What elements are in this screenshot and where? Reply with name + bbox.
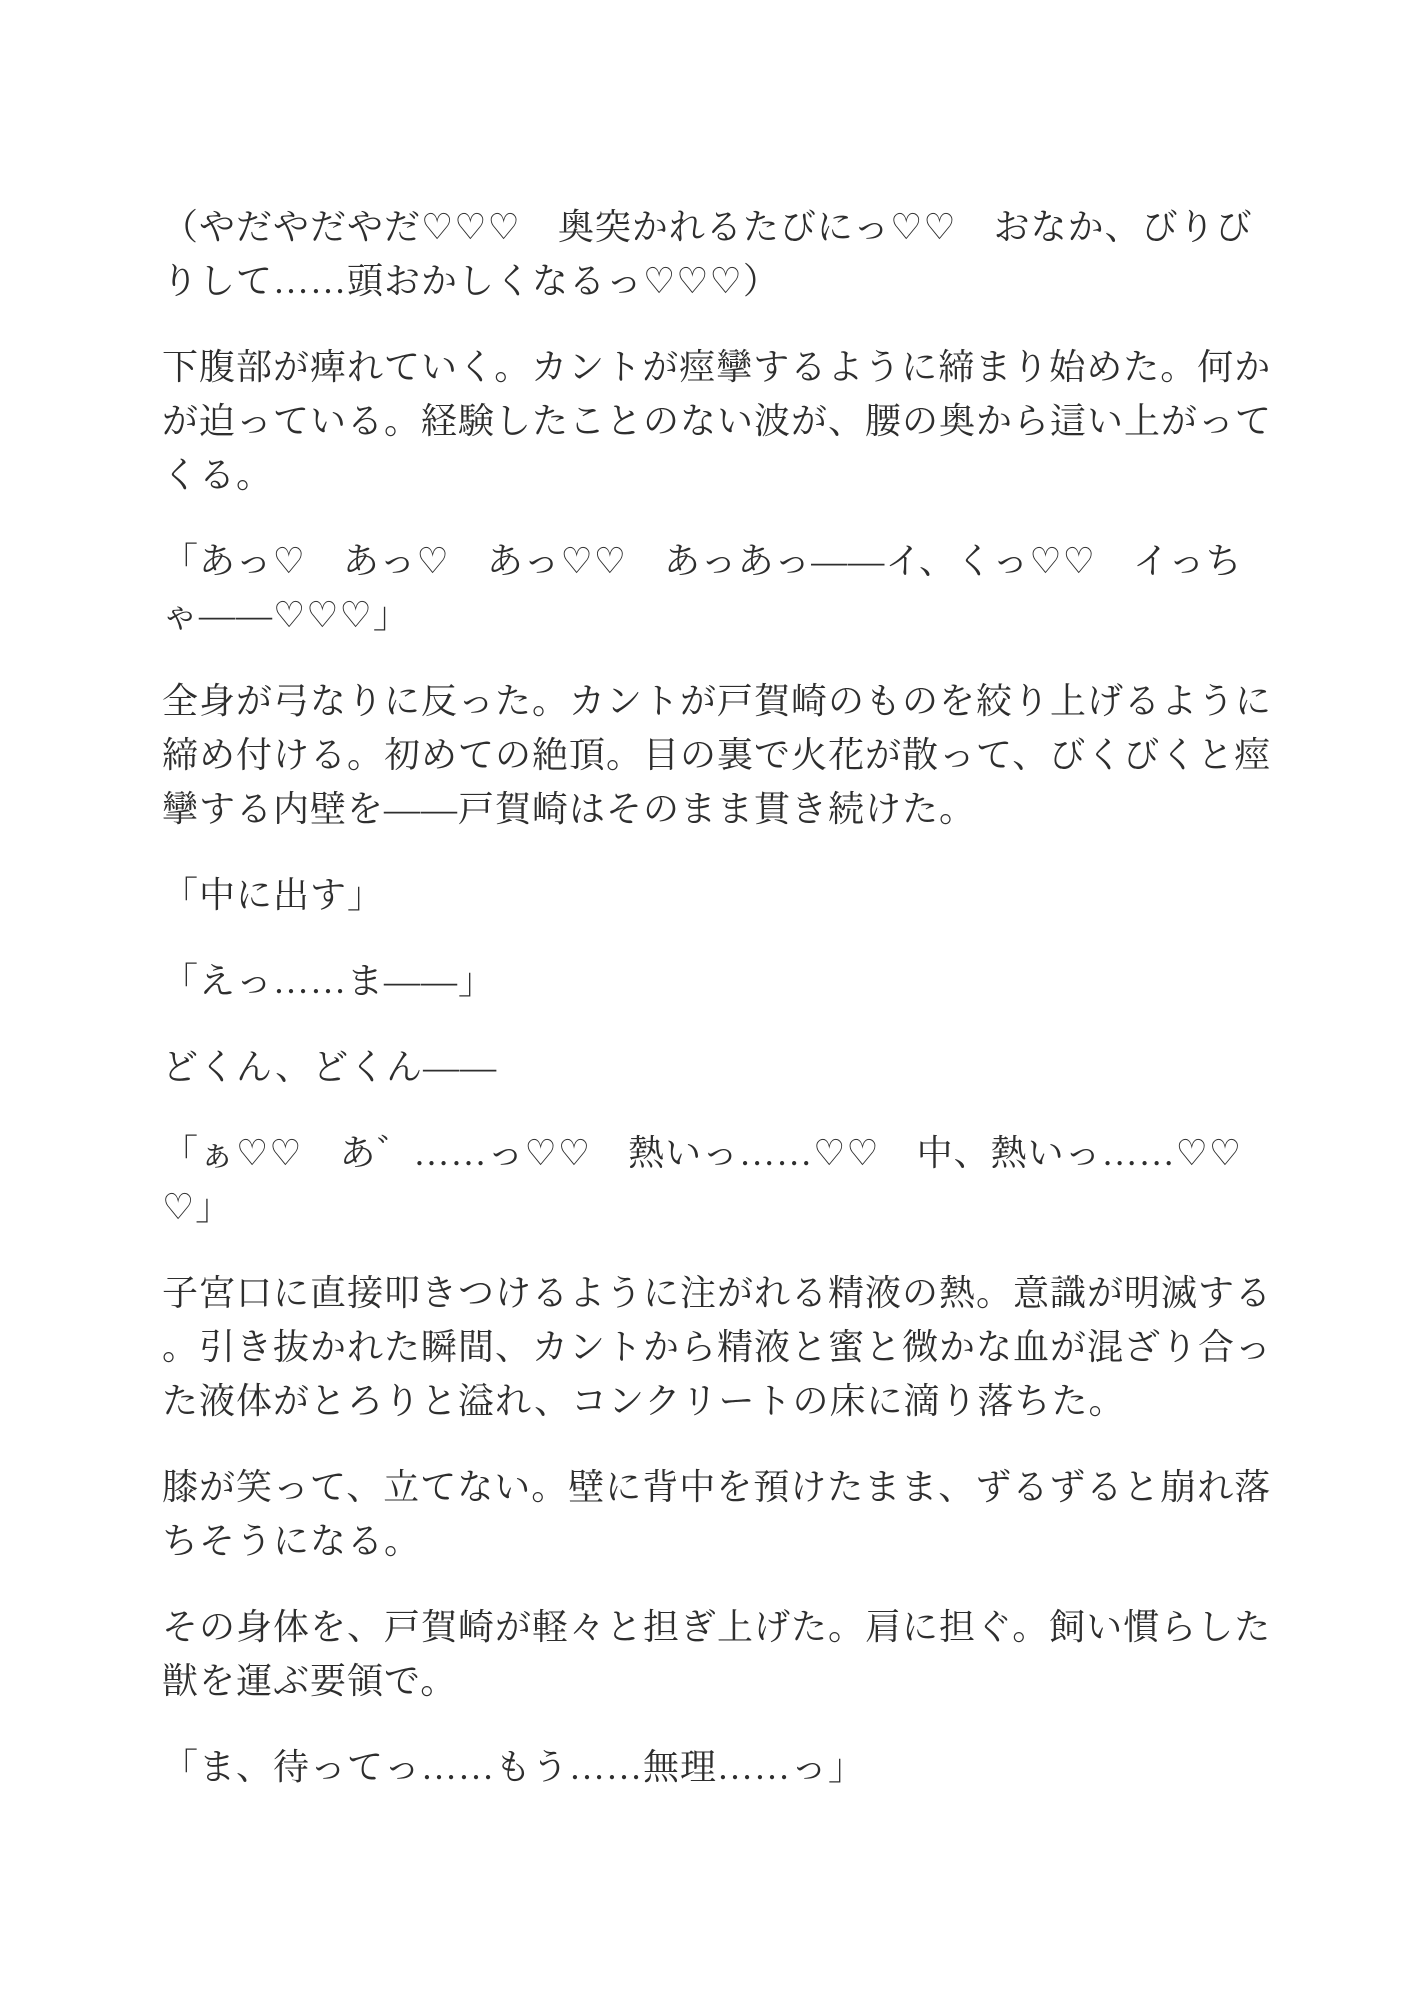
text-line: 下腹部が痺れていく。カントが痙攣するように締まり始めた。何か (162, 347, 1272, 387)
text-line: 獣を運ぶ要領で。 (162, 1661, 458, 1701)
paragraph (162, 1600, 1280, 1708)
paragraph (162, 674, 1280, 836)
paragraph (162, 1266, 1280, 1428)
text-line: 「ぁ♡♡ あ゛……っ♡♡ 熱いっ……♡♡ 中、熱いっ……♡♡ (162, 1133, 1243, 1173)
paragraph (162, 200, 1280, 308)
paragraph (162, 340, 1280, 502)
text-line: その身体を、戸賀崎が軽々と担ぎ上げた。肩に担ぐ。飼い慣らした (162, 1607, 1272, 1647)
text-line: ゃ――♡♡♡」 (162, 595, 410, 635)
text-line: 子宮口に直接叩きつけるように注がれる精液の熱。意識が明滅する (162, 1273, 1273, 1313)
text-line: ♡」 (162, 1187, 233, 1227)
text-line: 。引き抜かれた瞬間、カントから精液と蜜と微かな血が混ざり合っ (162, 1327, 1273, 1367)
novel-text-body (162, 200, 1280, 1826)
paragraph (162, 954, 1280, 1008)
text-line: （やだやだやだ♡♡♡ 奥突かれるたびにっ♡♡ おなか、びりび (162, 207, 1253, 247)
text-line: りして……頭おかしくなるっ♡♡♡） (162, 261, 780, 301)
text-line: くる。 (162, 455, 274, 495)
paragraph (162, 1460, 1280, 1568)
text-line: 「あっ♡ あっ♡ あっ♡♡ あっあっ――イ、くっ♡♡ イっち (162, 541, 1243, 581)
paragraph (162, 1740, 1280, 1794)
text-line: どくん、どくん―― (162, 1047, 498, 1087)
text-line: た液体がとろりと溢れ、コンクリートの床に滴り落ちた。 (162, 1381, 1126, 1421)
text-line: 「中に出す」 (162, 875, 385, 915)
text-line: 「えっ……ま――」 (162, 961, 496, 1001)
text-line: 「ま、待ってっ……もう……無理……っ」 (162, 1747, 866, 1787)
text-line: 締め付ける。初めての絶頂。目の裏で火花が散って、びくびくと痙 (162, 735, 1272, 775)
text-line: が迫っている。経験したことのない波が、腰の奥から這い上がって (162, 401, 1273, 441)
paragraph (162, 534, 1280, 642)
paragraph (162, 1040, 1280, 1094)
text-line: 攣する内壁を――戸賀崎はそのまま貫き続けた。 (162, 789, 977, 829)
text-line: ちそうになる。 (162, 1521, 422, 1561)
paragraph (162, 868, 1280, 922)
paragraph (162, 1126, 1280, 1234)
text-line: 全身が弓なりに反った。カントが戸賀崎のものを絞り上げるように (162, 681, 1273, 721)
text-line: 膝が笑って、立てない。壁に背中を預けたまま、ずるずると崩れ落 (162, 1467, 1272, 1507)
